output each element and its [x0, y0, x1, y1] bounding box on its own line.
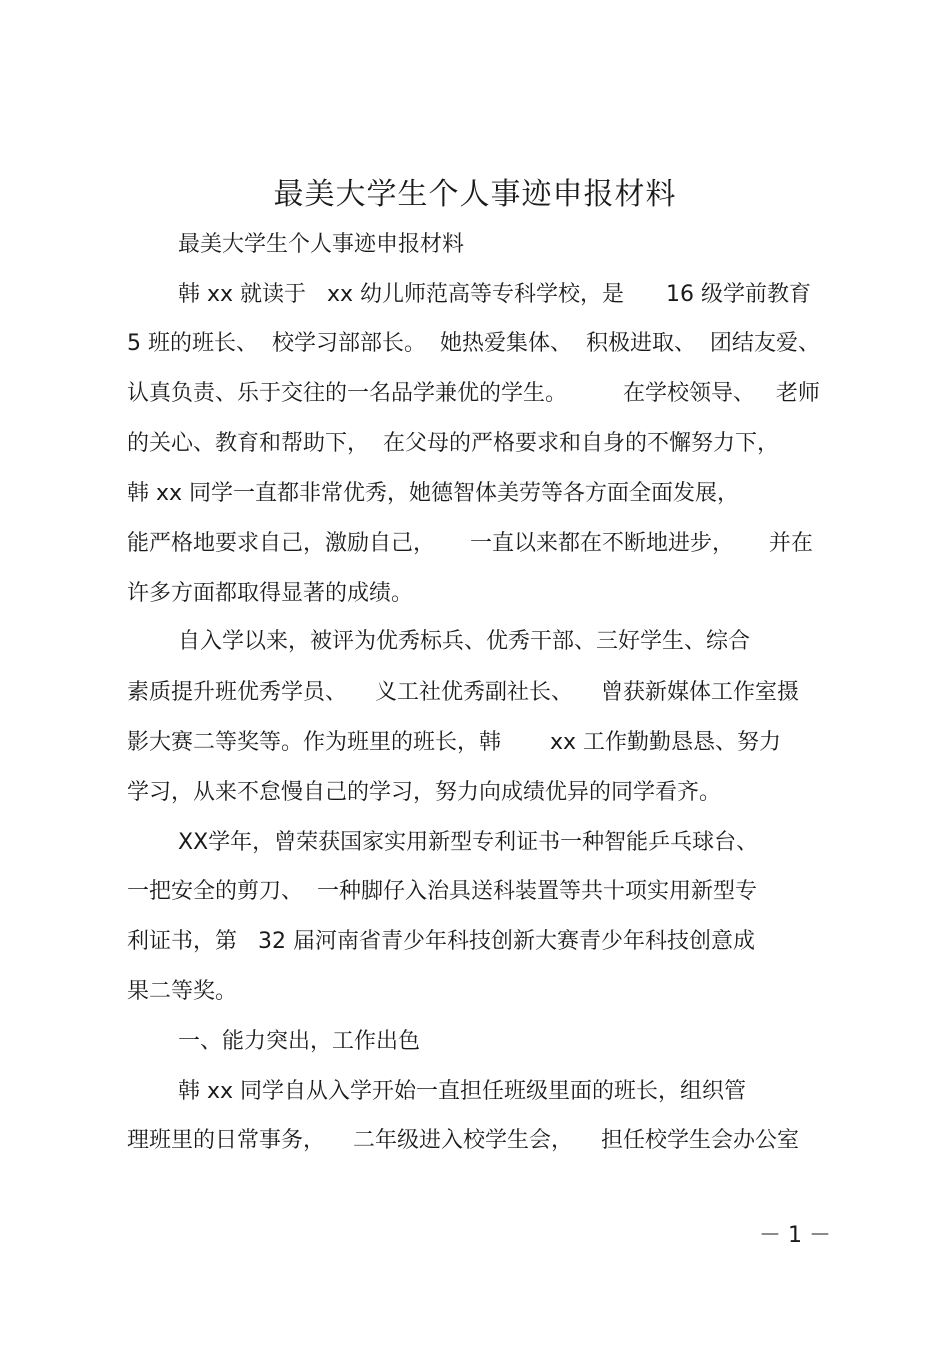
- text-line: 能严格地要求自己，激励自己， 一直以来都在不断地进步， 并在: [127, 531, 813, 556]
- section-heading: 一、能力突出，工作出色: [178, 1029, 421, 1054]
- text-line: 一把安全的剪刀、 一种脚仔入治具送科装置等共十项实用新型专: [127, 879, 757, 904]
- text-line: 的关心、教育和帮助下， 在父母的严格要求和自身的不懈努力下，: [127, 431, 779, 456]
- text-line: 果二等奖。: [127, 979, 238, 1004]
- text-line: 学习，从来不怠慢自己的学习，努力向成绩优异的同学看齐。: [127, 780, 722, 805]
- text-line: 认真负责、乐于交往的一名品学兼优的学生。 在学校领导、 老师: [127, 381, 820, 406]
- document-title: 最美大学生个人事迹申报材料: [273, 177, 677, 212]
- page-number: － 1 －: [759, 1223, 831, 1248]
- text-line: 影大赛二等奖等。作为班里的班长，韩 xx 工作勤勤恳恳、努力: [127, 730, 781, 755]
- text-line: 素质提升班优秀学员、 义工社优秀副社长、 曾获新媒体工作室摄: [127, 680, 799, 705]
- text-line: 韩 xx 就读于 xx 幼儿师范高等专科学校，是 16 级学前教育: [178, 282, 811, 307]
- text-line: XX学年，曾荣获国家实用新型专利证书一种智能乒乓球台、: [178, 830, 759, 855]
- text-line: 5 班的班长、 校学习部部长。 她热爱集体、 积极进取、 团结友爱、: [127, 331, 820, 356]
- text-line: 理班里的日常事务， 二年级进入校学生会， 担任校学生会办公室: [127, 1128, 799, 1153]
- text-line: 自入学以来，被评为优秀标兵、优秀干部、三好学生、综合: [178, 629, 751, 654]
- text-line: 韩 xx 同学一直都非常优秀，她德智体美劳等各方面全面发展，: [127, 481, 740, 506]
- text-line: 许多方面都取得显著的成绩。: [127, 581, 414, 606]
- subtitle-line: 最美大学生个人事迹申报材料: [178, 232, 465, 257]
- text-line: 韩 xx 同学自从入学开始一直担任班级里面的班长，组织管: [178, 1079, 747, 1104]
- text-line: 利证书，第 32 届河南省青少年科技创新大赛青少年科技创意成: [127, 929, 755, 954]
